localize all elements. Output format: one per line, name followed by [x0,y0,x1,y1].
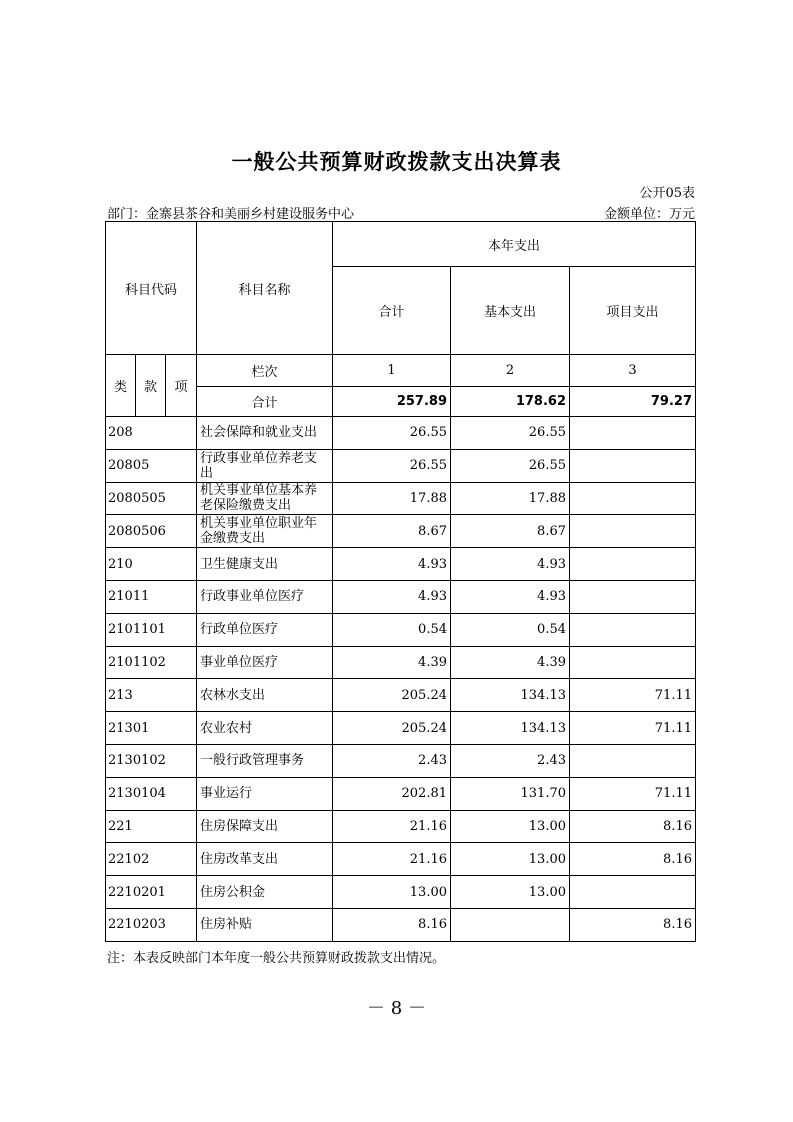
row-total: 4.93 [333,580,451,613]
row-basic: 13.00 [451,843,570,876]
table-row [106,548,696,581]
summary-project: 79.27 [570,387,696,417]
table-row [106,580,696,613]
row-total: 205.24 [333,712,451,745]
table-row [106,810,696,843]
row-project [570,417,696,450]
row-project [570,744,696,777]
row-code: 2101102 [106,646,197,679]
row-basic: 134.13 [451,679,570,712]
header-lei: 类 [106,355,136,417]
expenditure-table [105,221,696,942]
summary-total: 257.89 [333,387,451,417]
row-subject-name: 农林水支出 [197,679,333,712]
row-subject-name: 住房保障支出 [197,810,333,843]
header-col-1: 1 [333,355,451,387]
row-total: 0.54 [333,613,451,646]
table-row [106,908,696,941]
row-subject-name: 行政事业单位医疗 [197,580,333,613]
table-row [106,613,696,646]
header-kuan: 款 [136,355,166,417]
header-subject-name: 科目名称 [197,222,333,355]
row-code: 2080506 [106,515,197,548]
row-basic [451,908,570,941]
row-project: 8.16 [570,908,696,941]
table-row [106,679,696,712]
row-project [570,580,696,613]
summary-label: 合计 [197,387,333,417]
row-basic: 0.54 [451,613,570,646]
department-label: 部门：金寨县茶谷和美丽乡村建设服务中心 [107,207,355,222]
row-code: 2080505 [106,482,197,515]
row-total: 8.16 [333,908,451,941]
row-subject-name: 卫生健康支出 [197,548,333,581]
header-subject-code: 科目代码 [106,222,197,355]
row-basic: 134.13 [451,712,570,745]
table-row [106,744,696,777]
row-basic: 26.55 [451,417,570,450]
row-subject-name: 机关事业单位基本养老保险缴费支出 [197,482,333,515]
row-basic: 26.55 [451,449,570,482]
page-number: － 8 － [367,998,426,1019]
row-subject-name: 行政单位医疗 [197,613,333,646]
amount-unit-label: 金额单位：万元 [603,207,695,222]
row-code: 21301 [106,712,197,745]
table-row [106,712,696,745]
row-code: 2130104 [106,777,197,810]
row-project: 8.16 [570,810,696,843]
table-row [106,417,696,450]
row-subject-name: 行政事业单位养老支出 [197,449,333,482]
row-code: 2130102 [106,744,197,777]
row-project [570,482,696,515]
row-subject-name: 社会保障和就业支出 [197,417,333,450]
header-xiang: 项 [166,355,197,417]
row-subject-name: 事业单位医疗 [197,646,333,679]
row-project [570,449,696,482]
page-title: 一般公共预算财政拨款支出决算表 [231,150,562,174]
row-basic: 4.39 [451,646,570,679]
row-subject-name: 住房改革支出 [197,843,333,876]
row-total: 21.16 [333,810,451,843]
summary-basic: 178.62 [451,387,570,417]
header-col-2: 2 [451,355,570,387]
row-code: 221 [106,810,197,843]
row-project [570,515,696,548]
row-code: 210 [106,548,197,581]
row-project [570,613,696,646]
header-basic: 基本支出 [451,267,570,355]
header-project: 项目支出 [570,267,696,355]
row-code: 2210203 [106,908,197,941]
header-column-no: 栏次 [197,355,333,387]
row-basic: 17.88 [451,482,570,515]
row-total: 13.00 [333,876,451,909]
row-total: 202.81 [333,777,451,810]
row-total: 8.67 [333,515,451,548]
row-total: 2.43 [333,744,451,777]
row-subject-name: 机关事业单位职业年金缴费支出 [197,515,333,548]
row-total: 205.24 [333,679,451,712]
row-subject-name: 一般行政管理事务 [197,744,333,777]
row-project [570,548,696,581]
row-basic: 8.67 [451,515,570,548]
row-total: 21.16 [333,843,451,876]
row-project: 71.11 [570,777,696,810]
row-code: 2210201 [106,876,197,909]
row-project: 71.11 [570,679,696,712]
row-project [570,646,696,679]
table-row [106,515,696,548]
table-row [106,482,696,515]
row-basic: 13.00 [451,876,570,909]
row-code: 20805 [106,449,197,482]
table-row [106,876,696,909]
row-basic: 4.93 [451,548,570,581]
row-basic: 13.00 [451,810,570,843]
row-subject-name: 农业农村 [197,712,333,745]
table-note: 注：本表反映部门本年度一般公共预算财政拨款支出情况。 [107,951,446,966]
form-number: 公开05表 [639,186,695,201]
table-row [106,646,696,679]
row-total: 26.55 [333,449,451,482]
table-row [106,777,696,810]
row-subject-name: 住房补贴 [197,908,333,941]
row-total: 17.88 [333,482,451,515]
row-basic: 4.93 [451,580,570,613]
row-subject-name: 住房公积金 [197,876,333,909]
row-total: 4.39 [333,646,451,679]
row-project [570,876,696,909]
table-row [106,843,696,876]
row-basic: 2.43 [451,744,570,777]
row-total: 4.93 [333,548,451,581]
row-subject-name: 事业运行 [197,777,333,810]
row-code: 213 [106,679,197,712]
header-col-3: 3 [570,355,696,387]
row-basic: 131.70 [451,777,570,810]
header-total: 合计 [333,267,451,355]
row-code: 21011 [106,580,197,613]
row-code: 208 [106,417,197,450]
row-project: 71.11 [570,712,696,745]
row-project: 8.16 [570,843,696,876]
header-current-year: 本年支出 [333,222,696,267]
row-code: 22102 [106,843,197,876]
row-code: 2101101 [106,613,197,646]
row-total: 26.55 [333,417,451,450]
table-row [106,449,696,482]
